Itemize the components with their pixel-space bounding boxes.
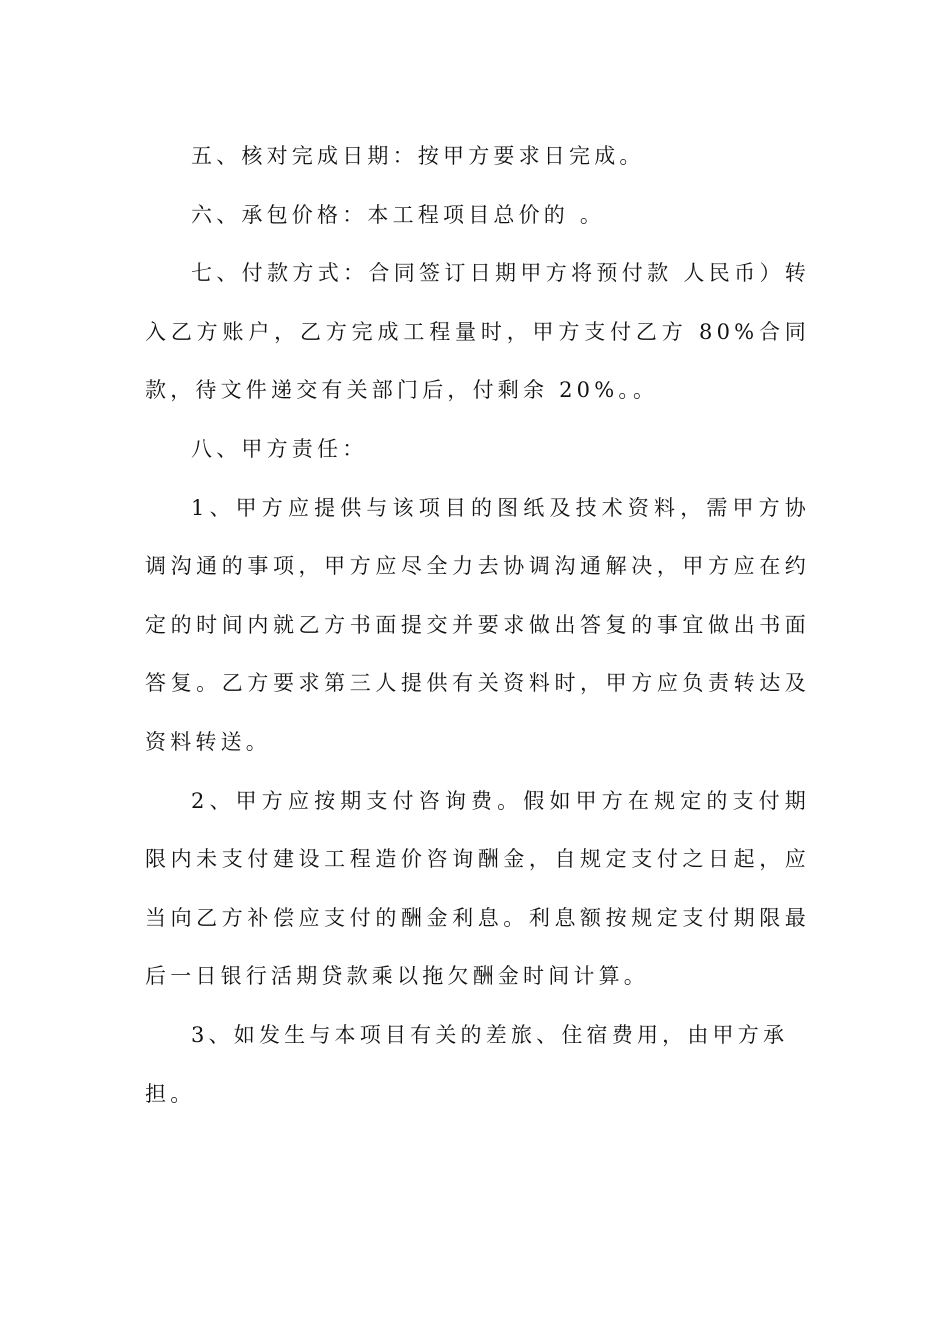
paragraph-responsibility-1: 1、甲方应提供与该项目的图纸及技术资料，需甲方协调沟通的事项，甲方应尽全力去协调沟通解决，甲方应在约定的时间内就乙方书面提交并要求做出答复的事宜做出书面答复。乙方要求第三人提供有关资料时，甲方应负责转达及资料转送。 [145,495,810,754]
paragraph-responsibility-2: 2、甲方应按期支付咨询费。假如甲方在规定的支付期限内未支付建设工程造价咨询酬金，自规定支付之日起，应当向乙方补偿应支付的酬金利息。利息额按规定支付期限最后一日银行活期贷款乘以拖欠酬金时间计算。 [145,788,810,989]
paragraph-completion-date: 五、核对完成日期：按甲方要求日完成。 [191,144,645,168]
paragraph-payment-method: 七、付款方式：合同签订日期甲方将预付款 人民币）转入乙方账户，乙方完成工程量时，甲方支付乙方 80%合同款，待文件递交有关部门后，付剩余 20%。。 [145,261,810,403]
document-body [145,127,810,1123]
paragraph-responsibility-3: 3、如发生与本项目有关的差旅、住宿费用，由甲方承担。 [145,1022,789,1106]
paragraph-party-a-responsibilities-heading: 八、甲方责任： [191,436,368,461]
paragraph-contract-price: 六、承包价格：本工程项目总价的 。 [191,202,606,227]
